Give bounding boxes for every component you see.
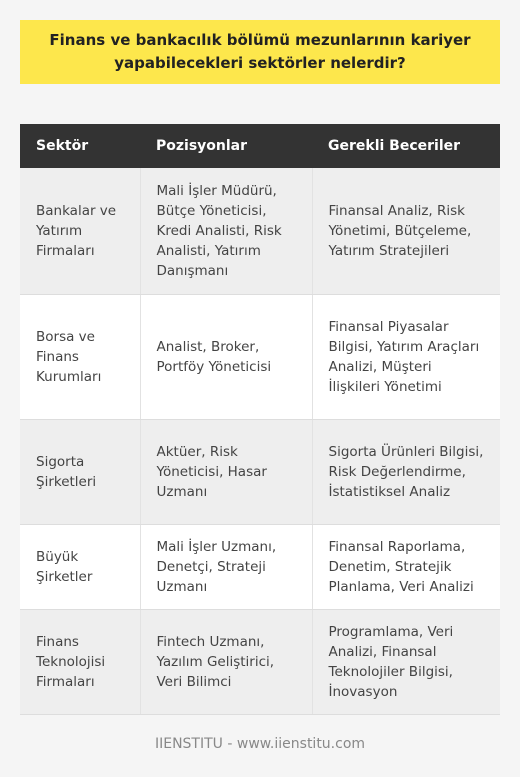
cell-sector: Bankalar ve Yatırım Firmaları: [20, 168, 140, 294]
cell-positions: Analist, Broker, Portföy Yöneticisi: [140, 294, 312, 419]
cell-sector: Büyük Şirketler: [20, 524, 140, 609]
cell-skills: Finansal Piyasalar Bilgisi, Yatırım Araçları Analizi, Müşteri İlişkileri Yönetimi: [312, 294, 500, 419]
cell-positions: Fintech Uzmanı, Yazılım Geliştirici, Veri Bilimci: [140, 609, 312, 714]
cell-sector: Sigorta Şirketleri: [20, 419, 140, 524]
cell-sector: Borsa ve Finans Kurumları: [20, 294, 140, 419]
page-title-text: Finans ve bankacılık bölümü mezunlarının kariyer yapabilecekleri sektörler nelerdir?: [49, 31, 471, 72]
table-header-row: [20, 124, 500, 168]
table-row: [20, 609, 500, 714]
header-positions: Pozisyonlar: [140, 124, 312, 168]
cell-sector: Finans Teknolojisi Firmaları: [20, 609, 140, 714]
table-row: [20, 524, 500, 609]
footer-credit: IIENSTITU - www.iienstitu.com: [154, 736, 366, 752]
header-sector: Sektör: [20, 124, 140, 168]
cell-positions: Mali İşler Uzmanı, Denetçi, Strateji Uzmanı: [140, 524, 312, 609]
table-row: [20, 294, 500, 419]
cell-skills: Finansal Analiz, Risk Yönetimi, Bütçeleme, Yatırım Stratejileri: [312, 168, 500, 294]
cell-skills: Programlama, Veri Analizi, Finansal Teknolojiler Bilgisi, İnovasyon: [312, 609, 500, 714]
cell-skills: Finansal Raporlama, Denetim, Stratejik Planlama, Veri Analizi: [312, 524, 500, 609]
table-row: [20, 168, 500, 294]
cell-positions: Aktüer, Risk Yöneticisi, Hasar Uzmanı: [140, 419, 312, 524]
page-title: [20, 20, 500, 84]
cell-skills: Sigorta Ürünleri Bilgisi, Risk Değerlendirme, İstatistiksel Analiz: [312, 419, 500, 524]
header-skills: Gerekli Beceriler: [312, 124, 500, 168]
cell-positions: Mali İşler Müdürü, Bütçe Yöneticisi, Kredi Analisti, Risk Analisti, Yatırım Danışmanı: [140, 168, 312, 294]
table-row: [20, 419, 500, 524]
sectors-table: [20, 124, 500, 715]
